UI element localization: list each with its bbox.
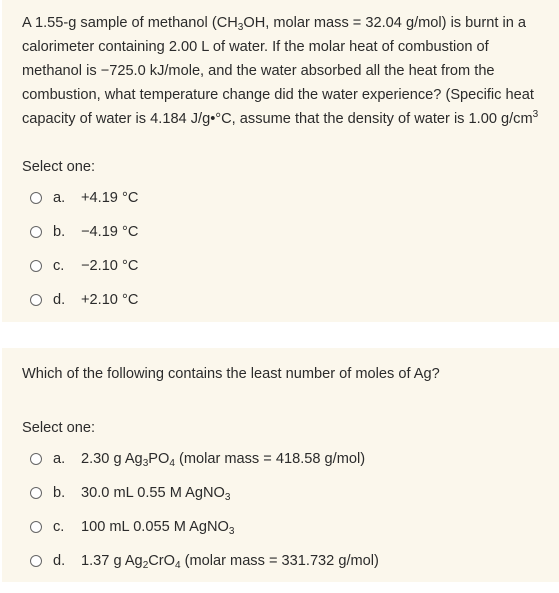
question-text	[22, 0, 559, 131]
radio-button[interactable]	[30, 294, 42, 306]
option-text: 1.37 g $Ag_2CrO_4$ (molar mass = 331.732 g/mol)	[81, 553, 379, 571]
answer-option[interactable]	[22, 476, 559, 510]
question-line: Which of the following contains the least number of moles of Ag?	[22, 366, 440, 382]
question-card-1	[2, 0, 559, 322]
radio-button[interactable]	[30, 487, 42, 499]
select-one-label: Select one:	[22, 159, 96, 175]
radio-button[interactable]	[30, 555, 42, 567]
option-letter: c.	[53, 519, 65, 535]
radio-button[interactable]	[30, 192, 42, 204]
answer-option[interactable]	[22, 442, 559, 476]
question-line: combustion, what temperature change did the water experience? (Specific heat	[22, 87, 534, 103]
answer-option[interactable]	[22, 249, 559, 283]
question-line: A 1.55-g sample of methanol ($CH_3OH$, molar mass = 32.04 g/mol) is burnt in a	[22, 15, 527, 33]
answer-option[interactable]	[22, 544, 559, 578]
select-one-label: Select one:	[22, 420, 96, 436]
answer-option[interactable]	[22, 510, 559, 544]
option-letter: c.	[53, 258, 65, 274]
option-letter: b.	[53, 224, 66, 240]
option-text: 2.30 g $Ag_3PO_4$ (molar mass = 418.58 g/mol)	[81, 451, 366, 469]
option-text: +2.10 °C	[81, 292, 139, 308]
option-text: 100 mL 0.055 M AgNO$_3$	[81, 519, 235, 537]
option-text: −4.19 °C	[81, 224, 139, 240]
radio-button[interactable]	[30, 521, 42, 533]
answer-options	[22, 442, 559, 578]
question-line: methanol is −725.0 kJ/mole, and the water absorbed all the heat from the	[22, 63, 495, 79]
question-line: capacity of water is 4.184 J/g•°C, assume that the density of water is 1.00 $g/cm^3$	[22, 109, 539, 127]
option-letter: d.	[53, 553, 66, 569]
question-text	[22, 348, 559, 386]
question-line: calorimeter containing 2.00 L of water. If the molar heat of combustion of	[22, 39, 489, 55]
answer-option[interactable]	[22, 215, 559, 249]
question-card-2	[2, 348, 559, 582]
option-text: −2.10 °C	[81, 258, 139, 274]
answer-option[interactable]	[22, 283, 559, 317]
answer-option[interactable]	[22, 181, 559, 215]
radio-button[interactable]	[30, 226, 42, 238]
option-text: 30.0 mL 0.55 M AgNO$_3$	[81, 485, 231, 503]
option-letter: b.	[53, 485, 66, 501]
option-letter: a.	[53, 451, 66, 467]
answer-options	[22, 181, 559, 317]
option-text: +4.19 °C	[81, 190, 139, 206]
option-letter: d.	[53, 292, 66, 308]
option-letter: a.	[53, 190, 66, 206]
radio-button[interactable]	[30, 260, 42, 272]
radio-button[interactable]	[30, 453, 42, 465]
